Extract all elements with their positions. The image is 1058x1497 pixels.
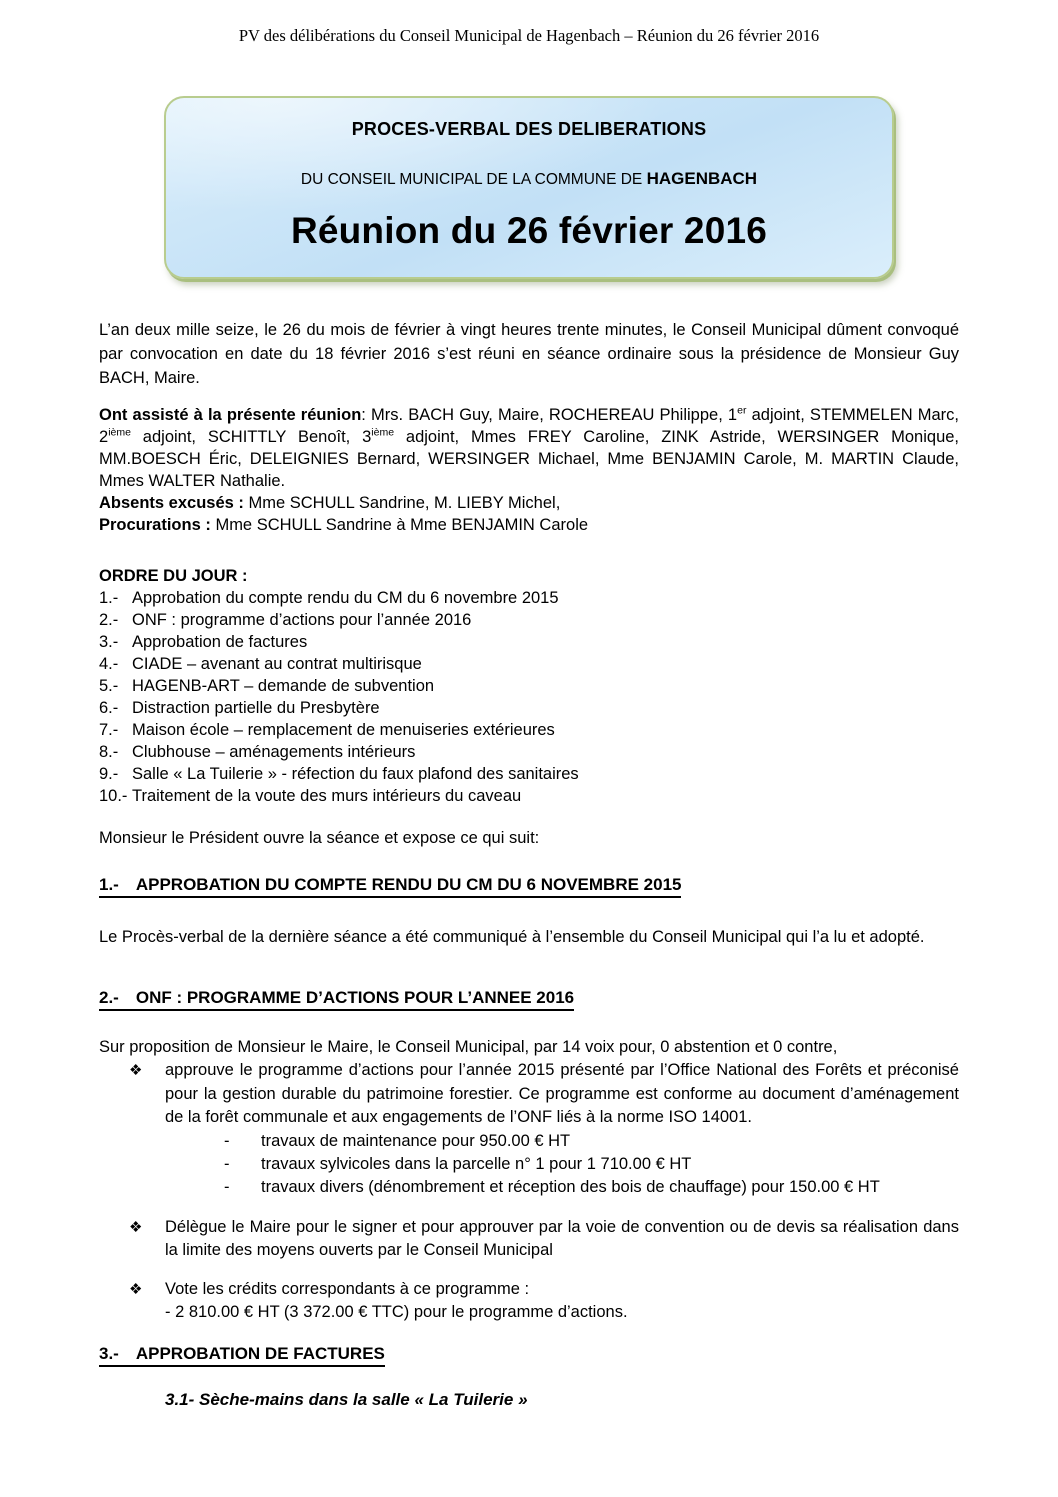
sub-item-text: travaux de maintenance pour 950.00 € HT	[261, 1131, 571, 1150]
absents-text: Mme SCHULL Sandrine, M. LIEBY Michel,	[243, 494, 561, 512]
agenda-item-text: Approbation de factures	[132, 633, 308, 651]
sub-item-text: travaux sylvicoles dans la parcelle n° 1 pour 1 710.00 € HT	[261, 1154, 692, 1173]
dash-bullet-icon: -	[224, 1177, 230, 1196]
agenda-item-number: 5.-	[99, 677, 119, 695]
agenda-item-number: 6.-	[99, 699, 119, 717]
section2-number: 2.-	[99, 988, 119, 1007]
agenda-item-text: Distraction partielle du Presbytère	[132, 699, 380, 717]
agenda-item	[99, 697, 959, 719]
opening-line: Monsieur le Président ouvre la séance et expose ce qui suit:	[99, 829, 540, 847]
agenda-item-number: 8.-	[99, 743, 119, 761]
procurations-line	[99, 514, 959, 536]
sub-item-divers	[224, 1176, 959, 1199]
title-banner	[164, 96, 894, 279]
agenda-item-text: Salle « La Tuilerie » - réfection du faux plafond des sanitaires	[132, 765, 579, 783]
dash-bullet-icon: -	[224, 1154, 230, 1173]
agenda-item	[99, 609, 959, 631]
present-text: adjoint, SCHITTLY Benoît, 3	[130, 428, 372, 446]
agenda-item	[99, 587, 959, 609]
bullet-item-delegue	[99, 1216, 959, 1263]
agenda-item-number: 2.-	[99, 611, 119, 629]
section1-title: APPROBATION DU COMPTE RENDU DU CM DU 6 NOVEMBRE 2015	[135, 875, 682, 894]
bullet-item-approve-text: approuve le programme d’actions pour l’année 2015 présenté par l’Office National des Forêts et préconisé pour la gestion durable du patrimoine forestier. Ce programme est conforme au document d’aménagement de la forêt communale et aux engagements de l’ONF liés à la norme ISO 14001.	[165, 1061, 959, 1126]
ordinal-sup: ième	[371, 426, 395, 439]
bullet-item-approve	[99, 1059, 959, 1130]
dash-bullet-icon: -	[224, 1131, 230, 1150]
bullet-item-vote	[99, 1278, 959, 1325]
agenda-item	[99, 763, 959, 785]
banner-line2	[166, 169, 892, 189]
absents-line	[99, 492, 959, 514]
procurations-text: Mme SCHULL Sandrine à Mme BENJAMIN Carole	[210, 516, 589, 534]
agenda-item-text: Clubhouse – aménagements intérieurs	[132, 743, 416, 761]
section3-sub-heading: 3.1- Sèche-mains dans la salle « La Tuilerie »	[165, 1389, 528, 1409]
document-body	[99, 318, 959, 1412]
sub-item-maintenance	[224, 1130, 959, 1153]
agenda-item	[99, 631, 959, 653]
agenda-item-text: Maison école – remplacement de menuiseries extérieures	[132, 721, 555, 739]
banner-commune-name: HAGENBACH	[646, 169, 758, 188]
bullet-item-vote-text	[165, 1278, 959, 1325]
banner-meeting-title: Réunion du 26 février 2016	[290, 210, 768, 251]
sub-item-text: travaux divers (dénombrement et réception des bois de chauffage) pour 150.00 € HT	[261, 1177, 880, 1196]
ordinal-sup: er	[737, 404, 747, 417]
agenda-item	[99, 675, 959, 697]
section2-heading	[99, 988, 959, 1011]
section1-number: 1.-	[99, 875, 119, 894]
section1-heading	[99, 875, 959, 898]
banner-line1: PROCES-VERBAL DES DELIBERATIONS	[351, 119, 707, 139]
present-text: : Mrs. BACH Guy, Maire, ROCHEREAU Philippe, 1	[361, 406, 738, 424]
agenda-item	[99, 719, 959, 741]
intro-paragraph: L’an deux mille seize, le 26 du mois de février à vingt heures trente minutes, le Conseil Municipal dûment convoqué par convocation en date du 18 février 2016 s’est réuni en séance ordinaire sous la présidence de Monsieur Guy BACH, Maire.	[99, 321, 959, 387]
section1-body: Le Procès-verbal de la dernière séance a été communiqué à l’ensemble du Conseil Municipal qui l’a lu et adopté.	[99, 928, 925, 946]
ordinal-sup: ième	[108, 426, 131, 439]
present-text: adjoint, Mmes FREY Caroline, ZINK Astride, WERSINGER Monique, MM.BOESCH Éric, DELEIGNIES Bernard, WERSINGER Michael, Mme BENJAMIN Carole, M. MARTIN Claude, Mmes WALTER Nathalie.	[99, 428, 960, 490]
vote-line1: Vote les crédits correspondants à ce programme :	[165, 1279, 530, 1298]
diamond-bullet-icon: ❖	[129, 1218, 143, 1236]
section2-title: ONF : PROGRAMME D’ACTIONS POUR L’ANNEE 2016	[135, 988, 575, 1007]
agenda-item-number: 10.-	[99, 787, 128, 805]
present-label: Ont assisté à la présente réunion	[99, 406, 362, 424]
page-header: PV des délibérations du Conseil Municipal de Hagenbach – Réunion du 26 février 2016	[238, 26, 820, 45]
agenda-label: ORDRE DU JOUR :	[99, 567, 248, 585]
present-paragraph	[99, 406, 959, 490]
agenda-item-text: Approbation du compte rendu du CM du 6 novembre 2015	[132, 589, 559, 607]
diamond-bullet-icon: ❖	[129, 1062, 143, 1079]
section2-intro: Sur proposition de Monsieur le Maire, le Conseil Municipal, par 14 voix pour, 0 abstention et 0 contre,	[99, 1038, 838, 1056]
agenda-item-number: 9.-	[99, 765, 119, 783]
vote-line2: - 2 810.00 € HT (3 372.00 € TTC) pour le programme d’actions.	[165, 1303, 628, 1321]
agenda-item-number: 7.-	[99, 721, 119, 739]
section3-number: 3.-	[99, 1343, 119, 1363]
agenda-item-number: 3.-	[99, 633, 119, 651]
bullet-item-delegue-text: Délègue le Maire pour le signer et pour approuver par la voie de convention ou de devis sa réalisation dans la limite des moyens ouverts par le Conseil Municipal	[165, 1217, 959, 1259]
agenda-item-text: HAGENB-ART – demande de subvention	[132, 677, 435, 695]
absents-label: Absents excusés :	[99, 494, 244, 512]
section3-heading	[99, 1344, 959, 1367]
agenda-item	[99, 741, 959, 763]
agenda-item	[99, 653, 959, 675]
agenda-item	[99, 785, 959, 807]
agenda-item-text: CIADE – avenant au contrat multirisque	[132, 655, 422, 673]
attendance-block	[99, 404, 959, 536]
agenda-item-text: Traitement de la voute des murs intérieurs du caveau	[132, 787, 522, 805]
sub-item-sylvicoles	[224, 1153, 959, 1176]
agenda-item-text: ONF : programme d’actions pour l’année 2016	[132, 611, 472, 629]
agenda-block	[99, 565, 959, 807]
agenda-item-number: 4.-	[99, 655, 119, 673]
procurations-label: Procurations :	[99, 516, 211, 534]
agenda-item-number: 1.-	[99, 589, 119, 607]
banner-line2-text: DU CONSEIL MUNICIPAL DE LA COMMUNE DE	[300, 171, 647, 188]
diamond-bullet-icon: ❖	[129, 1280, 143, 1298]
present-text: adjoint, STEMMELEN Marc, 2	[99, 406, 960, 446]
section3-title: APPROBATION DE FACTURES	[135, 1343, 385, 1363]
